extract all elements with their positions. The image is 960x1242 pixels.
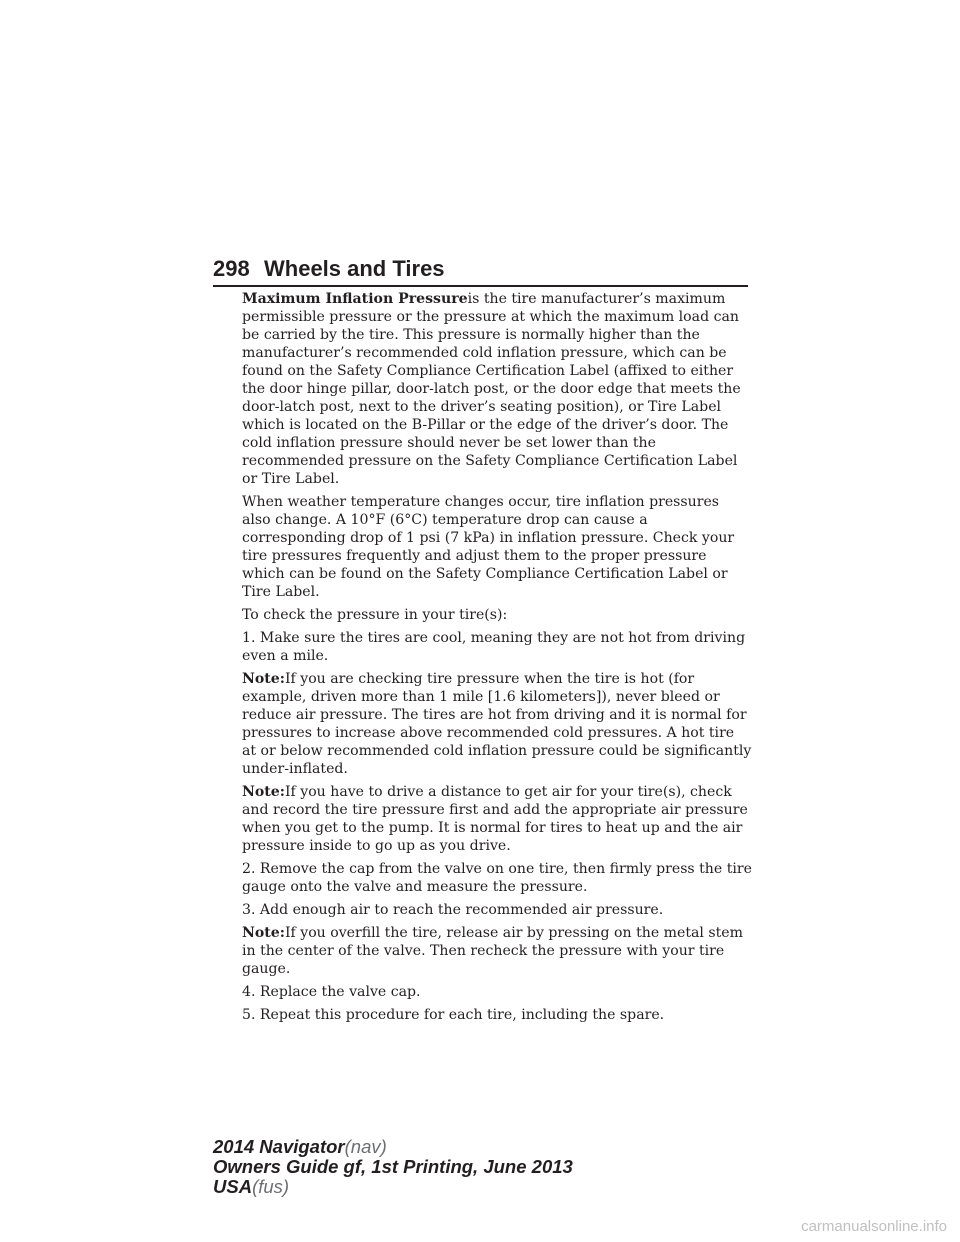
- step-2: 2. Remove the cap from the valve on one tire, then firmly press the tire gauge onto the valve and measure the pressure.: [242, 861, 752, 895]
- page-body: [242, 290, 752, 1029]
- term-max-inflation-pressure: Maximum Inflation Pressure: [242, 291, 468, 307]
- paragraph-text: is the tire manufacturer’s maximum permissible pressure or the pressure at which the maximum load can be carried by the tire. This pressure is normally higher than the manufacturer’s recommended cold inflation pressure, which can be found on the Safety Compliance Certification Label (affixed to either the door hinge pillar, door-latch post, or the door edge that meets the door-latch post, next to the driver’s seating position), or Tire Label which is located on the B-Pillar or the edge of the driver’s door. The cold inflation pressure should never be set lower than the recommended pressure on the Safety Compliance Certification Label or Tire Label.: [242, 291, 741, 487]
- paragraph-max-inflation: [242, 290, 752, 488]
- note-1: [242, 670, 752, 778]
- footer-line-model: [213, 1137, 573, 1157]
- print-footer: [213, 1137, 573, 1197]
- paragraph-check-intro: To check the pressure in your tire(s):: [242, 607, 508, 623]
- step-5: 5. Repeat this procedure for each tire, including the spare.: [242, 1007, 665, 1023]
- footer-line-market: [213, 1177, 573, 1197]
- note-2: [242, 783, 752, 855]
- footer-market-code: (fus): [252, 1176, 290, 1197]
- page-header: [213, 256, 748, 286]
- site-watermark: carmanualsonline.info: [801, 1218, 947, 1235]
- step-4: 4. Replace the valve cap.: [242, 984, 421, 1000]
- footer-model: 2014 Navigator: [213, 1136, 345, 1157]
- page-number: 298: [213, 256, 250, 281]
- footer-market: USA: [213, 1176, 253, 1197]
- header-divider: [213, 285, 748, 287]
- footer-model-code: (nav): [344, 1136, 387, 1157]
- step-3: 3. Add enough air to reach the recommended air pressure.: [242, 902, 664, 918]
- step-1: 1. Make sure the tires are cool, meaning they are not hot from driving even a mile.: [242, 630, 746, 664]
- note-label: Note:: [242, 784, 285, 800]
- note-label: Note:: [242, 925, 285, 941]
- note-label: Note:: [242, 671, 285, 687]
- note-3: [242, 924, 752, 978]
- section-title: Wheels and Tires: [264, 256, 445, 281]
- note-text: If you have to drive a distance to get air for your tire(s), check and record the tire pressure first and add the appropriate air pressure when you get to the pump. It is normal for tires to heat up and the air pressure inside to go up as you drive.: [242, 784, 748, 854]
- paragraph-temperature: When weather temperature changes occur, tire inflation pressures also change. A 10°F (6°C) temperature drop can cause a corresponding drop of 1 psi (7 kPa) in inflation pressure. Check your tire pressures frequently and adjust them to the proper pressure which can be found on the Safety Compliance Certification Label or Tire Label.: [242, 494, 735, 600]
- note-text: If you overfill the tire, release air by pressing on the metal stem in the center of the valve. Then recheck the pressure with your tire gauge.: [242, 925, 744, 977]
- note-text: If you are checking tire pressure when the tire is hot (for example, driven more than 1 mile [1.6 kilometers]), never bleed or reduce air pressure. The tires are hot from driving and it is normal for pressures to increase above recommended cold pressures. A hot tire at or below recommended cold inflation pressure could be significantly under-inflated.: [242, 671, 752, 777]
- footer-line-guide: Owners Guide gf, 1st Printing, June 2013: [213, 1156, 573, 1177]
